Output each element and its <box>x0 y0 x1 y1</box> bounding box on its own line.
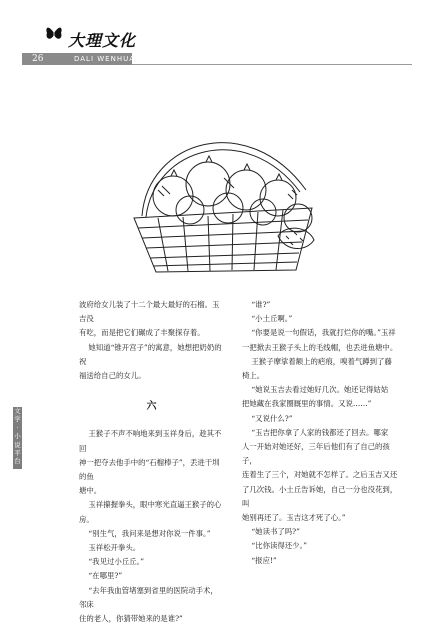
paragraph-line: 她别再还了。玉吉这才死了心。” <box>242 513 346 523</box>
paragraph-line: “比你读得还少。” <box>242 541 307 551</box>
section-side-tab <box>13 407 22 469</box>
side-tab-char: 台 <box>14 457 21 466</box>
side-tab-char: · <box>16 423 19 432</box>
paragraph-line: 连着生了三个，对她就不怎样了。之后玉吉又还 <box>242 470 398 480</box>
paragraph-line: “小土丘啊。” <box>242 314 293 324</box>
paragraph-line: “谁?” <box>242 300 271 309</box>
paragraph-line: 玉祥松开拳头。 <box>79 543 141 553</box>
paragraph-line: “在哪里?” <box>79 571 123 581</box>
paragraph-line: “报应!” <box>242 555 277 565</box>
left-text-column <box>79 298 224 626</box>
paragraph-line: 她知道“锥开宫子”的寓意，她想把奶奶的祝 <box>79 342 222 366</box>
magazine-logo-title: 大理文化 <box>68 31 137 50</box>
paragraph-line: 福送给自己的女儿。 <box>79 371 146 381</box>
paragraph-line: “她说玉吉去看过她好几次。她还记得姑姑 <box>242 385 389 395</box>
paragraph-line: 人一开始对她还好，三年后他们有了自己的孩子， <box>242 442 390 466</box>
paragraph-line: “你要是说一句假话，我就打烂你的嘴。”玉祥 <box>242 328 396 338</box>
right-text-column <box>242 298 402 568</box>
paragraph-line: 了几次钱。小土丘告诉她，自己一分也没花到，叫 <box>242 484 398 508</box>
paragraph-line: 神一把夺去他手中的“石榴棒子”，丢进干圳的鱼 <box>79 457 220 482</box>
paragraph-line: “我见过小丘丘。” <box>79 557 144 567</box>
side-tab-char: 说 <box>14 440 21 449</box>
paragraph-line: “玉吉把你拿了人家的钱都还了回去。哪家 <box>242 427 389 437</box>
paragraph-line: 把她藏在我家圈厩里的事情。又说……” <box>242 399 372 409</box>
header-divider <box>132 64 412 65</box>
butterfly-logo-icon <box>44 22 64 44</box>
side-tab-char: 小 <box>14 432 21 441</box>
paragraph-line: 波府给女儿装了十二个最大最好的石榴。玉吉没 <box>79 300 220 324</box>
paragraph-line: 塘中。 <box>79 486 102 496</box>
paragraph-line: 有吃，而是把它们碾成了丰聚探存着。 <box>79 328 205 338</box>
paragraph-line: 王猴子摩挲着额上的疤痕，嗅着气蹲到了藤 <box>242 356 392 366</box>
paragraph-line: 住的老人，你猜带她来的是谁?” <box>79 614 183 624</box>
paragraph-line: 王猴子不声不响地来到玉祥身后，趁其不回 <box>79 429 222 453</box>
page-header <box>0 0 427 70</box>
magazine-english-name: DALI WENHUA <box>74 55 136 63</box>
paragraph-line: “别生气，我问来是想对你说一件事。” <box>79 528 211 538</box>
page-number: 26 <box>32 54 44 64</box>
paragraph-line: “又说什么?” <box>242 413 293 423</box>
paragraph-line: “她读书了吗?” <box>242 527 300 537</box>
paragraph-line: “去年我血管堵塞到省里的医院动手术，邻床 <box>79 585 218 609</box>
section-title: 六 <box>146 401 157 413</box>
paragraph-line: 椅上。 <box>242 371 265 381</box>
side-tab-char: 学 <box>14 415 21 424</box>
paragraph-line: 一把掀去王猴子头上的毛线帽，也丢进鱼塘中。 <box>242 342 398 352</box>
side-tab-char: 文 <box>14 407 21 415</box>
paragraph-line: 玉祥攥握拳头，眼中寒光直逼王猴子的心房。 <box>79 500 222 524</box>
fruit-basket-illustration <box>128 120 318 275</box>
side-tab-char: 平 <box>14 449 21 458</box>
